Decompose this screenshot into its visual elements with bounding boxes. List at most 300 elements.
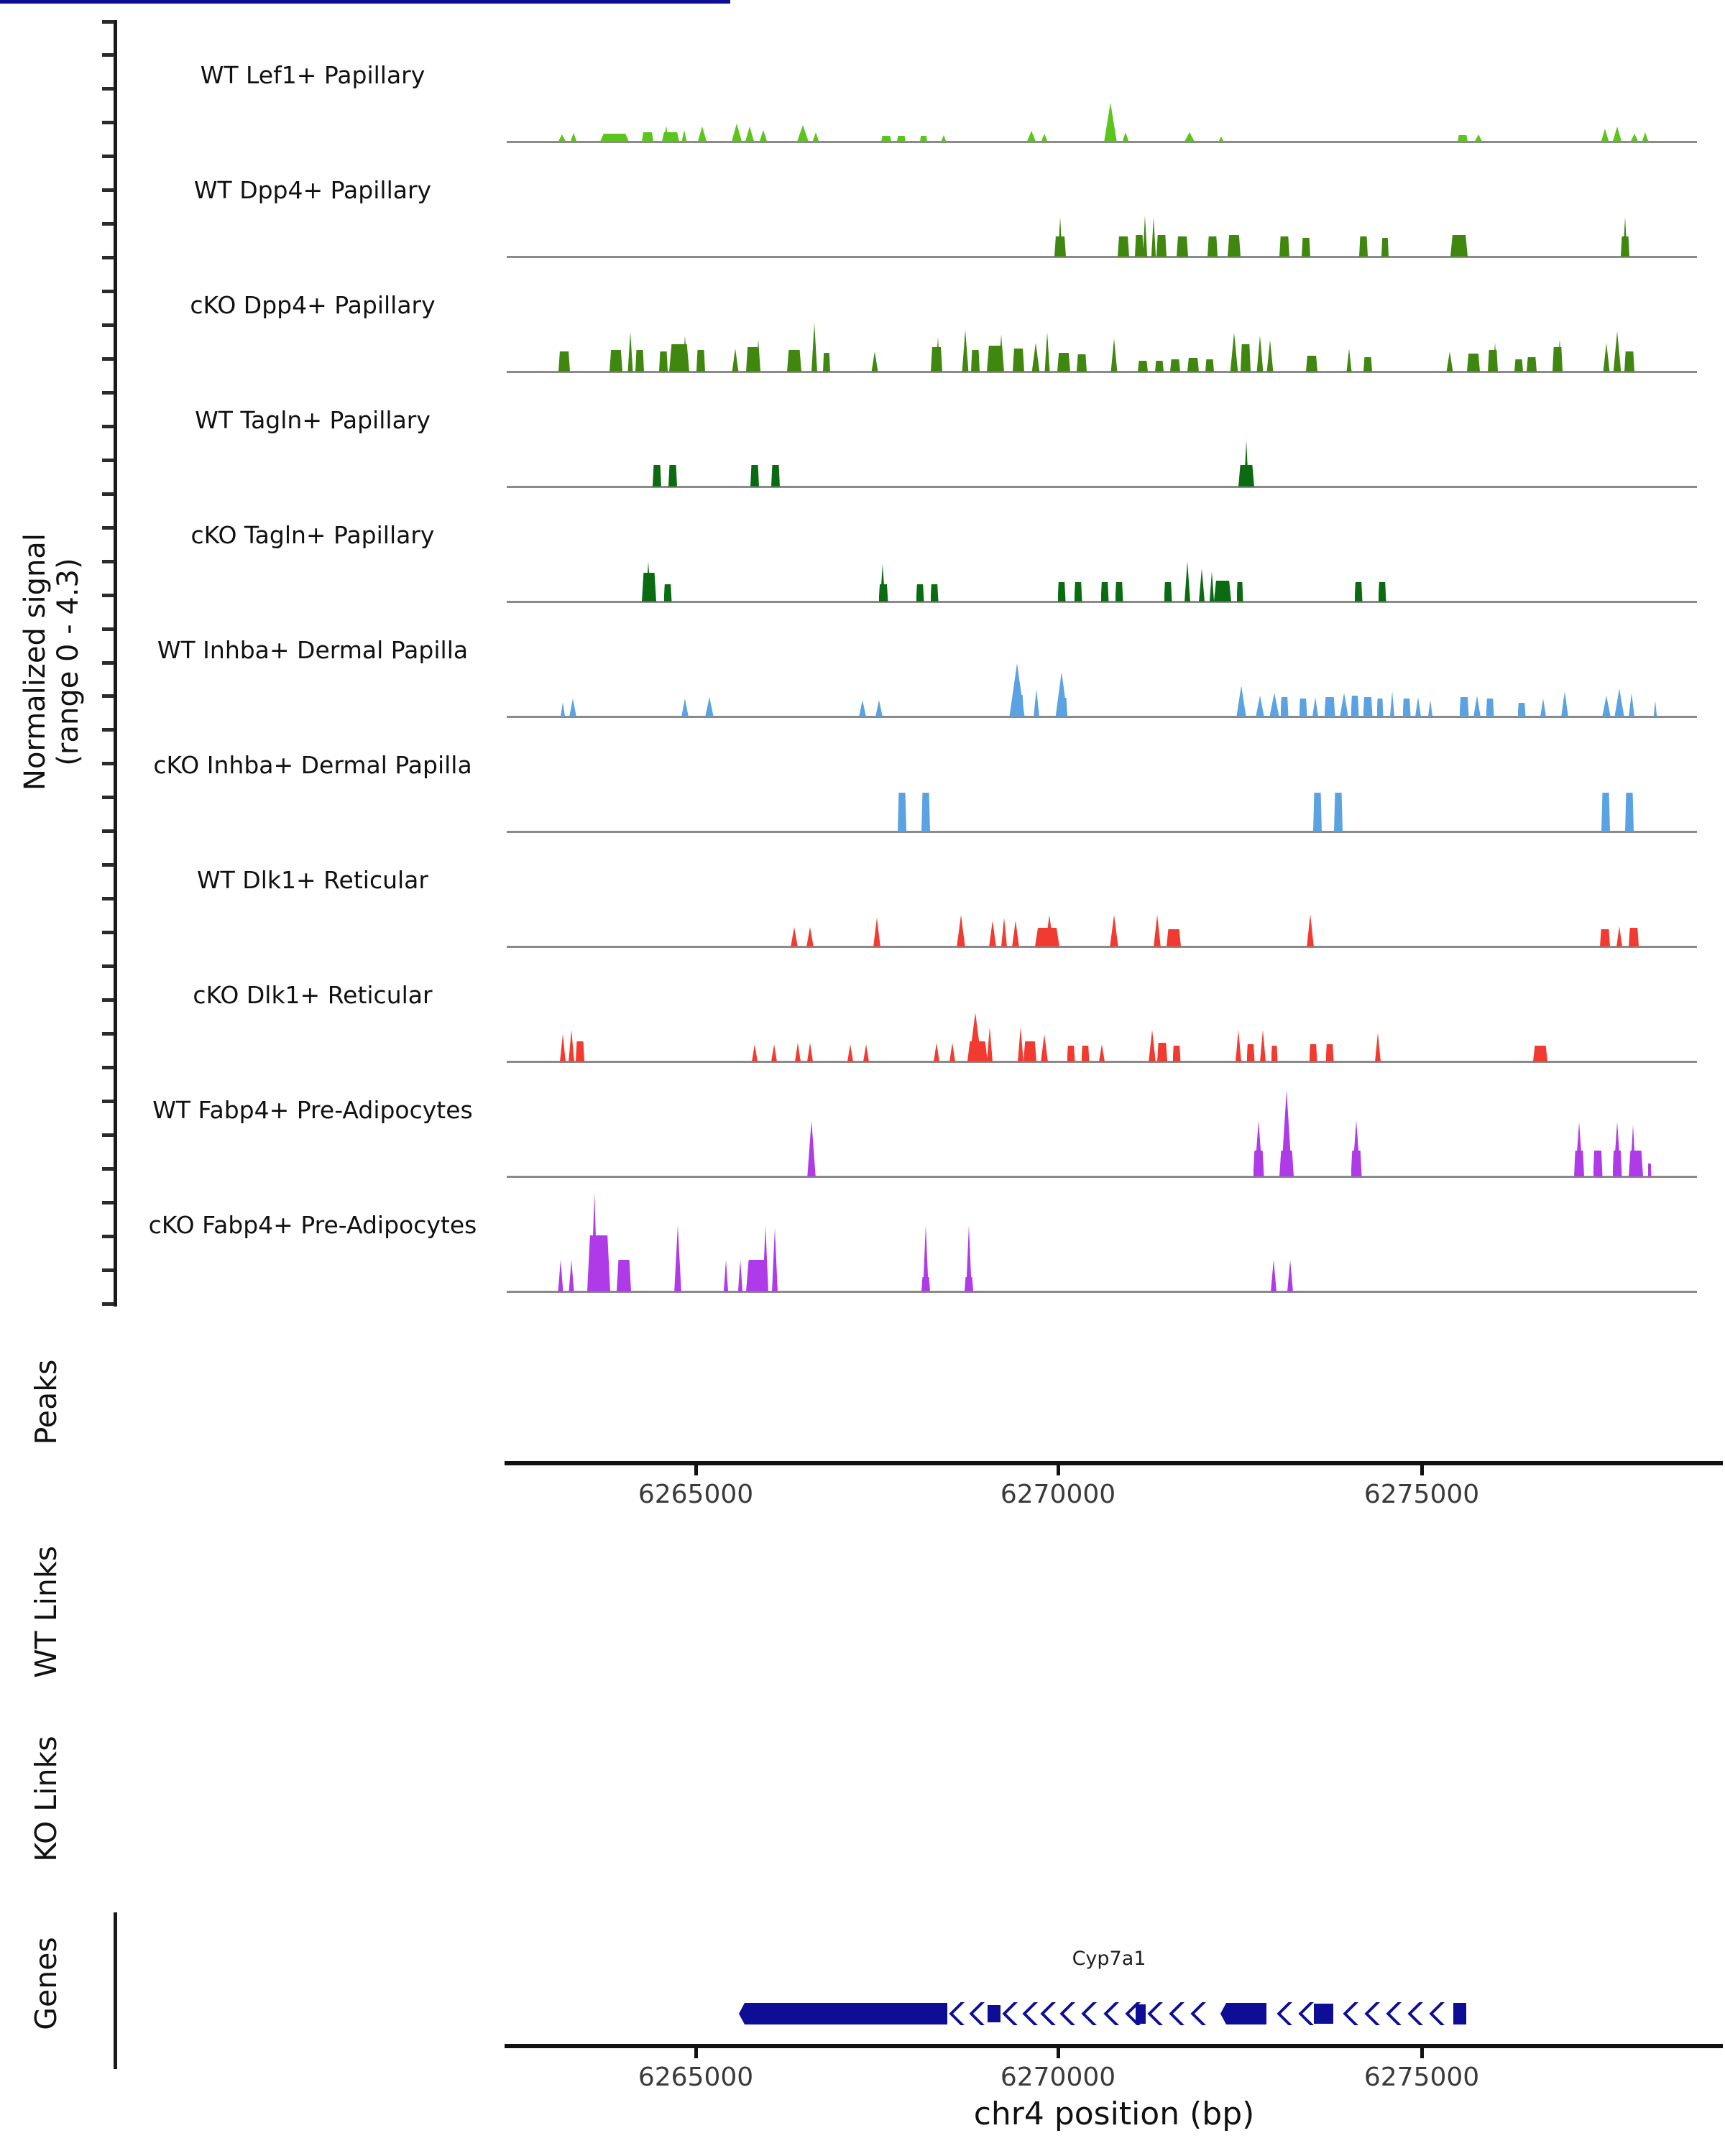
- signal-peak: [1256, 696, 1265, 717]
- gene-strand-arrow-icon: [1103, 2002, 1119, 2025]
- track-label: WT Lef1+ Papillary: [200, 61, 426, 89]
- gene-exon: [988, 2005, 1000, 2022]
- y-axis-tick: [102, 121, 114, 124]
- y-axis-label-line2: (range 0 - 4.3): [52, 558, 85, 766]
- signal-peak: [1247, 1044, 1255, 1061]
- x-axis-tick-label: 6265000: [638, 2063, 754, 2092]
- gene-strand-arrow-icon: [1407, 2002, 1423, 2025]
- y-axis-tick: [102, 290, 114, 293]
- signal-peak: [1077, 354, 1087, 372]
- gene-name-label: Cyp7a1: [1072, 1948, 1146, 1970]
- signal-peak: [1218, 137, 1224, 142]
- signal-peak: [1624, 351, 1634, 372]
- track-baseline: [507, 256, 1697, 258]
- signal-peak: [859, 700, 867, 717]
- track-baseline: [507, 831, 1697, 833]
- signal-peak: [898, 793, 906, 831]
- y-axis-tick: [102, 998, 114, 1002]
- x-axis-tick: [694, 2048, 698, 2058]
- signal-peak: [561, 702, 566, 717]
- track-baseline: [507, 486, 1697, 488]
- signal-peak: [1138, 361, 1148, 372]
- signal-peak: [807, 1120, 816, 1176]
- signal-peak: [1355, 582, 1363, 602]
- signal-peak: [1075, 582, 1082, 602]
- signal-peak: [1122, 132, 1129, 142]
- x-axis-tick-label: 6275000: [1363, 2063, 1480, 2092]
- signal-peak: [1642, 132, 1649, 142]
- gene-strand-arrow-icon: [1276, 2002, 1292, 2025]
- x-axis-tick: [694, 1465, 698, 1475]
- y-axis-tick: [102, 661, 114, 665]
- signal-peak: [791, 927, 799, 946]
- signal-peak: [1450, 235, 1468, 257]
- y-axis-tick: [102, 1100, 114, 1103]
- signal-peak: [1184, 132, 1195, 142]
- y-axis-tick: [102, 425, 114, 428]
- signal-peak: [1351, 1151, 1362, 1176]
- signal-peak: [681, 699, 689, 717]
- signal-peak: [971, 350, 980, 372]
- gene-strand-arrow-icon: [1146, 2002, 1163, 2025]
- signal-peak: [1390, 691, 1395, 717]
- signal-peak: [1518, 703, 1526, 717]
- signal-peak: [1601, 793, 1610, 831]
- signal-peak: [732, 349, 739, 372]
- gene-strand-arrow-icon: [1342, 2002, 1358, 2025]
- signal-peak: [600, 134, 629, 142]
- signal-peak: [921, 793, 930, 831]
- y-axis-tick: [102, 1032, 114, 1036]
- signal-peak: [1214, 581, 1231, 602]
- signal-peak: [653, 465, 661, 487]
- signal-peak: [1540, 699, 1547, 717]
- signal-peak: [880, 564, 886, 602]
- signal-peak: [771, 465, 780, 487]
- y-axis-tick: [102, 829, 114, 833]
- signal-peak: [1377, 699, 1384, 717]
- track-label: WT Tagln+ Papillary: [195, 406, 431, 434]
- gene-strand-arrow-icon: [1297, 2002, 1314, 2025]
- gene-model-cyp7a1: [0, 0, 1725, 4]
- signal-peak: [1616, 926, 1623, 946]
- track-label: WT Inhba+ Dermal Papilla: [157, 636, 469, 664]
- signal-peak: [750, 465, 759, 487]
- signal-peak: [558, 134, 566, 142]
- signal-peak: [1612, 126, 1622, 142]
- x-axis-title: chr4 position (bp): [973, 2096, 1255, 2132]
- signal-peak: [1236, 686, 1247, 717]
- y-axis-label-line1: Normalized signal: [19, 533, 52, 791]
- signal-peak: [1307, 914, 1315, 946]
- signal-peak: [1024, 1041, 1036, 1061]
- genes-axis-bracket: [114, 1912, 117, 2069]
- signal-peak: [1177, 236, 1188, 257]
- gene-strand-arrow-icon: [948, 2002, 965, 2025]
- signal-peak: [1013, 349, 1024, 372]
- y-axis-tick: [102, 222, 114, 226]
- signal-peak: [705, 697, 714, 717]
- gene-strand-arrow-icon: [968, 2002, 985, 2025]
- signal-peak: [1603, 343, 1610, 372]
- signal-peak: [1110, 338, 1118, 372]
- signal-peak: [1312, 697, 1319, 717]
- signal-peak: [759, 130, 768, 142]
- signal-peak: [1154, 915, 1162, 946]
- x-axis-tick: [1420, 1465, 1424, 1475]
- track-label: cKO Fabp4+ Pre-Adipocytes: [148, 1211, 477, 1239]
- y-axis-tick: [102, 560, 114, 563]
- signal-peak: [576, 1041, 584, 1061]
- signal-peak: [724, 1260, 729, 1291]
- signal-peak: [1514, 359, 1523, 372]
- gene-strand-arrow-icon: [1021, 2002, 1038, 2025]
- signal-peak: [1018, 1027, 1024, 1061]
- signal-peak: [796, 125, 809, 142]
- signal-peak: [569, 1260, 574, 1291]
- signal-peak: [1486, 699, 1494, 717]
- signal-peak: [1601, 129, 1609, 142]
- signal-peak: [1306, 356, 1317, 372]
- y-axis-tick: [102, 1201, 114, 1204]
- signal-peak: [1012, 921, 1020, 946]
- section-label-peaks: Peaks: [29, 1359, 63, 1445]
- signal-peak: [659, 351, 668, 372]
- signal-peak: [610, 350, 622, 372]
- signal-peak: [1613, 331, 1622, 372]
- signal-peak: [642, 132, 653, 142]
- signal-peak: [560, 1034, 566, 1061]
- section-label-genes: Genes: [29, 1937, 63, 2030]
- signal-peak: [1326, 1044, 1334, 1061]
- signal-peak: [1205, 359, 1214, 372]
- gene-strand-arrow-icon: [1190, 2002, 1206, 2025]
- x-axis-tick: [1057, 1465, 1060, 1475]
- signal-peak: [1184, 561, 1191, 602]
- signal-peak: [635, 350, 644, 372]
- signal-peak: [1256, 336, 1264, 372]
- signal-peak: [1279, 1151, 1294, 1176]
- y-axis-tick: [102, 1235, 114, 1238]
- signal-peak: [1237, 582, 1243, 602]
- signal-peak: [1103, 103, 1118, 142]
- signal-peak: [1208, 236, 1218, 257]
- y-axis-tick: [102, 155, 114, 158]
- signal-peak: [674, 1225, 682, 1291]
- y-axis-tick: [102, 391, 114, 395]
- signal-peak: [1613, 1151, 1622, 1176]
- gene-exon: [739, 2003, 947, 2024]
- signal-peak: [1654, 701, 1657, 717]
- signal-peak: [1629, 928, 1639, 946]
- signal-peak: [558, 1260, 564, 1291]
- signal-peak: [847, 1044, 854, 1061]
- signal-peak: [1473, 696, 1481, 717]
- signal-peak: [962, 330, 969, 372]
- signal-peak: [1057, 353, 1070, 372]
- y-axis-tick: [102, 728, 114, 732]
- signal-peak: [1334, 793, 1343, 831]
- signal-peak: [931, 584, 939, 602]
- signal-peak: [1279, 236, 1289, 257]
- signal-peak: [1313, 793, 1322, 831]
- signal-peak: [1629, 693, 1635, 717]
- y-axis-tick: [102, 1167, 114, 1171]
- gene-strand-arrow-icon: [1001, 2002, 1018, 2025]
- signal-peak: [1173, 1046, 1181, 1061]
- signal-peak: [941, 135, 947, 142]
- signal-peak: [1458, 135, 1468, 142]
- signal-peak: [738, 1260, 743, 1291]
- x-axis-line: [505, 1461, 1723, 1465]
- signal-peak: [1143, 216, 1148, 257]
- signal-peak: [772, 1228, 778, 1291]
- signal-peak: [1156, 235, 1167, 257]
- y-axis-tick: [102, 762, 114, 765]
- signal-peak: [1600, 929, 1610, 946]
- signal-peak: [863, 1044, 870, 1061]
- signal-peak: [1340, 693, 1349, 717]
- x-axis-tick: [1057, 2048, 1060, 2058]
- signal-peak: [1034, 689, 1040, 717]
- signal-peak: [1167, 929, 1181, 946]
- signal-peak: [1164, 582, 1172, 602]
- signal-peak: [1574, 1151, 1584, 1176]
- signal-peak: [1271, 1260, 1277, 1291]
- signal-peak: [1116, 582, 1123, 602]
- signal-peak: [771, 1044, 778, 1061]
- signal-peak: [681, 130, 687, 142]
- signal-peak: [1041, 1034, 1049, 1061]
- y-axis-tick: [102, 323, 114, 327]
- track-label: WT Dlk1+ Reticular: [197, 866, 428, 894]
- signal-peak: [1467, 354, 1480, 372]
- signal-peak: [871, 351, 878, 372]
- y-axis-tick: [102, 694, 114, 698]
- signal-peak: [920, 136, 927, 142]
- signal-peak: [1041, 134, 1048, 142]
- signal-peak: [1067, 1046, 1075, 1061]
- signal-peak: [1428, 700, 1433, 717]
- signal-peak: [731, 124, 742, 142]
- signal-peak: [1260, 1030, 1266, 1061]
- signal-peak: [569, 699, 577, 717]
- signal-peak: [617, 1260, 631, 1291]
- signal-peak: [1375, 1033, 1381, 1061]
- x-axis-tick-label: 6270000: [1000, 2063, 1116, 2092]
- y-axis-tick: [102, 1133, 114, 1137]
- signal-peak: [812, 132, 819, 142]
- signal-peak: [1403, 699, 1411, 717]
- signal-peak: [569, 1030, 575, 1061]
- x-axis-tick-label: 6265000: [638, 1480, 754, 1509]
- signal-peak: [1614, 688, 1625, 717]
- track-label: WT Fabp4+ Pre-Adipocytes: [152, 1096, 473, 1124]
- track-label: cKO Dlk1+ Reticular: [193, 981, 433, 1009]
- gene-exon: [1220, 2003, 1266, 2024]
- gene-strand-arrow-icon: [1168, 2002, 1184, 2025]
- signal-peak: [1527, 357, 1537, 372]
- y-axis-tick: [102, 53, 114, 57]
- y-axis-tick: [102, 526, 114, 530]
- signal-peak: [1118, 236, 1129, 257]
- signal-peak: [1228, 235, 1241, 257]
- signal-peak: [570, 133, 577, 142]
- y-axis-tick: [102, 594, 114, 597]
- signal-peak: [1187, 358, 1199, 372]
- signal-peak: [1381, 238, 1389, 257]
- signal-peak: [1044, 332, 1050, 372]
- signal-peak: [1099, 1044, 1105, 1061]
- track-label: cKO Dpp4+ Papillary: [190, 291, 436, 319]
- signal-peak: [1244, 441, 1249, 487]
- signal-peak: [1460, 697, 1469, 717]
- signal-peak: [1302, 238, 1310, 257]
- signal-peak: [1379, 582, 1386, 602]
- signal-peak: [664, 584, 672, 602]
- section-label-wt-links: WT Links: [29, 1546, 63, 1678]
- gene-exon: [1314, 2004, 1333, 2024]
- y-axis-tick: [102, 492, 114, 496]
- track-label: cKO Tagln+ Papillary: [190, 521, 435, 549]
- y-axis-tick: [102, 1066, 114, 1069]
- signal-peak: [1363, 697, 1373, 717]
- signal-peak: [1110, 915, 1119, 946]
- signal-peak: [1101, 582, 1109, 602]
- x-axis-line: [505, 2044, 1723, 2048]
- y-axis-tick: [102, 627, 114, 631]
- signal-peak: [1474, 134, 1483, 142]
- signal-peak: [987, 1027, 993, 1061]
- signal-peak: [897, 136, 906, 142]
- signal-peak: [1648, 1164, 1652, 1176]
- y-axis-tick: [102, 20, 114, 24]
- track-baseline: [507, 1176, 1697, 1178]
- signal-peak: [873, 918, 881, 946]
- gene-exon: [1453, 2003, 1466, 2024]
- signal-peak: [921, 1277, 930, 1291]
- signal-peak: [697, 126, 707, 142]
- signal-peak: [807, 1043, 814, 1061]
- y-axis-tick: [102, 1302, 114, 1306]
- signal-peak: [1155, 361, 1164, 372]
- signal-peak: [1241, 344, 1251, 372]
- signal-peak: [787, 350, 801, 372]
- signal-peak: [1300, 699, 1307, 717]
- signal-peak: [1533, 1046, 1547, 1061]
- y-axis-tick: [102, 964, 114, 968]
- signal-peak: [1149, 1030, 1156, 1061]
- gene-strand-arrow-icon: [1039, 2002, 1056, 2025]
- signal-peak: [1059, 698, 1067, 717]
- signal-peak: [1157, 1043, 1167, 1061]
- gene-strand-arrow-icon: [1428, 2002, 1445, 2025]
- signal-peak: [1359, 236, 1368, 257]
- y-axis-tick: [102, 796, 114, 799]
- gene-strand-arrow-icon: [1059, 2002, 1075, 2025]
- signal-peak: [1269, 693, 1280, 717]
- y-axis-label: [19, 374, 85, 949]
- y-axis-tick: [102, 357, 114, 361]
- signal-peak: [965, 1277, 973, 1291]
- signal-peak: [1001, 918, 1008, 946]
- y-axis-tick: [102, 256, 114, 259]
- track-label: cKO Inhba+ Dermal Papilla: [153, 751, 472, 779]
- x-axis-tick: [1420, 2048, 1424, 2058]
- gene-strand-arrow-icon: [1385, 2002, 1402, 2025]
- signal-peak: [1287, 1260, 1294, 1291]
- signal-peak: [668, 465, 677, 487]
- signal-peak: [806, 927, 814, 946]
- gene-strand-arrow-icon: [1080, 2002, 1097, 2025]
- y-axis-tick: [102, 87, 114, 91]
- signal-peak: [587, 1235, 610, 1291]
- x-axis-tick-label: 6275000: [1363, 1480, 1480, 1509]
- section-label-ko-links: KO Links: [29, 1736, 63, 1862]
- signal-peak: [1236, 1030, 1242, 1061]
- signal-peak: [1310, 1044, 1317, 1061]
- signal-peak: [1230, 333, 1238, 372]
- gene-strand-arrow-icon: [1363, 2002, 1380, 2025]
- x-axis-tick-label: 6270000: [1000, 1480, 1116, 1509]
- track-label: WT Dpp4+ Papillary: [193, 176, 432, 204]
- signal-peak: [627, 332, 633, 372]
- signal-peak: [745, 126, 755, 142]
- signal-peak: [1082, 1046, 1090, 1061]
- signal-peak: [957, 915, 966, 946]
- signal-peak: [1210, 571, 1215, 602]
- signal-peak: [875, 700, 883, 717]
- signal-peak: [934, 1043, 940, 1061]
- signal-peak: [967, 1041, 988, 1061]
- signal-peak: [1271, 1046, 1278, 1061]
- signal-peak: [1281, 697, 1289, 717]
- signal-peak: [1031, 343, 1040, 372]
- signal-peak: [1325, 697, 1335, 717]
- signal-peak: [949, 1043, 956, 1061]
- signal-peak: [1254, 1151, 1264, 1176]
- signal-peak: [1630, 134, 1639, 142]
- signal-peak: [1266, 340, 1274, 372]
- y-axis-tick: [102, 897, 114, 900]
- signal-peak: [823, 353, 830, 372]
- signal-peak: [1561, 691, 1569, 717]
- signal-peak: [1058, 582, 1066, 602]
- y-axis-tick: [102, 931, 114, 934]
- signal-peak: [763, 1225, 769, 1291]
- signal-peak: [1625, 793, 1634, 831]
- track-baseline: [507, 946, 1697, 948]
- signal-peak: [916, 584, 924, 602]
- y-axis-tick: [102, 863, 114, 867]
- signal-peak: [795, 1043, 801, 1061]
- signal-peak: [752, 1044, 758, 1061]
- signal-peak: [881, 136, 891, 142]
- signal-peak: [558, 351, 570, 372]
- signal-peak: [1415, 697, 1422, 717]
- gene-intron-line: [0, 0, 730, 4]
- y-axis-tick: [102, 188, 114, 192]
- gene-exon: [1136, 2004, 1146, 2024]
- signal-peak: [1135, 235, 1144, 257]
- signal-peak: [1013, 695, 1024, 717]
- signal-peak: [696, 350, 705, 372]
- y-axis-tick: [102, 459, 114, 462]
- track-baseline: [507, 1291, 1697, 1293]
- signal-peak: [1602, 696, 1611, 717]
- signal-peak: [1346, 349, 1352, 372]
- signal-peak: [989, 921, 997, 946]
